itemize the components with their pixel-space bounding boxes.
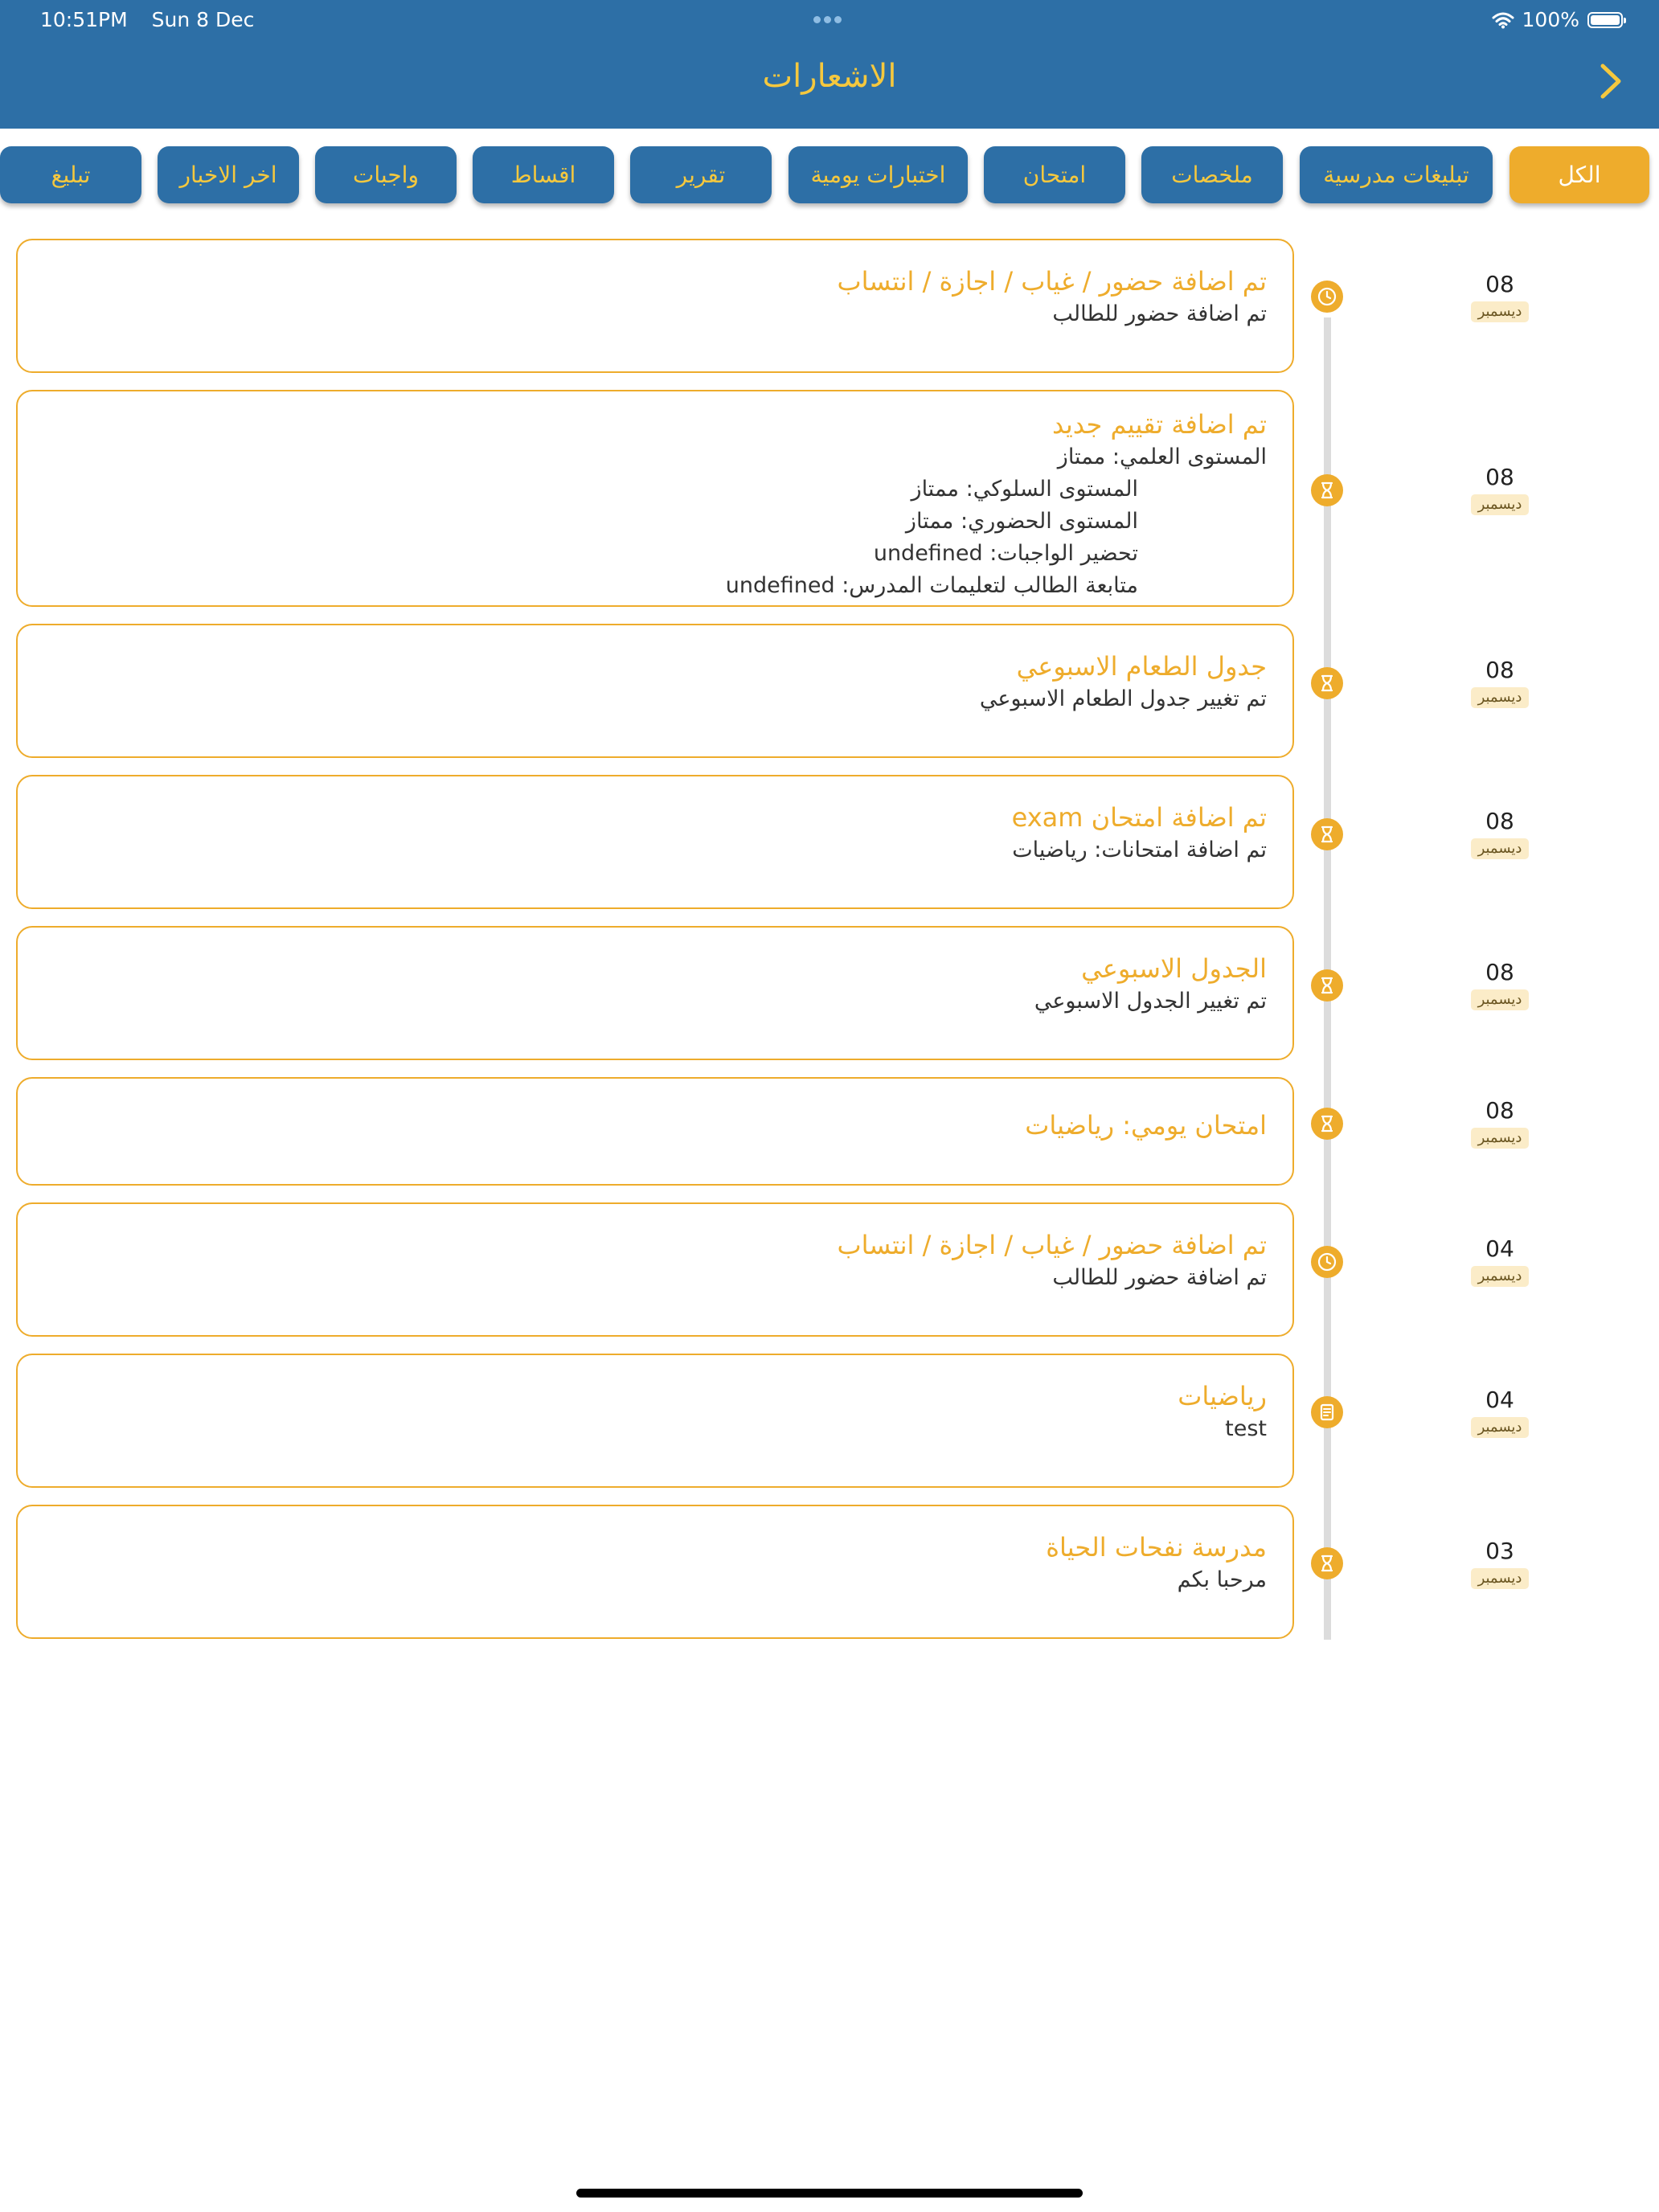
notification-line: المستوى العلمي: ممتاز: [1057, 444, 1267, 469]
notification-line: المستوى السلوكي: ممتاز: [911, 477, 1138, 502]
notification-card[interactable]: [16, 1202, 1294, 1337]
status-bar-right: [1492, 8, 1623, 31]
notification-title: امتحان يومي: رياضيات: [1025, 1110, 1267, 1141]
tab-exam[interactable]: امتحان: [984, 146, 1125, 203]
notification-card[interactable]: [16, 1505, 1294, 1639]
date-month: ديسمبر: [1471, 1417, 1530, 1438]
notification-line: test: [1225, 1416, 1267, 1441]
hourglass-icon: [1311, 818, 1343, 850]
hourglass-icon: [1311, 1108, 1343, 1140]
clock-check-icon: [1311, 281, 1343, 313]
nav-header: [0, 0, 1659, 129]
notification-title: جدول الطعام الاسبوعي: [1016, 651, 1267, 682]
notification-card[interactable]: [16, 239, 1294, 373]
wifi-icon: [1492, 11, 1514, 29]
notification-card[interactable]: [16, 1077, 1294, 1186]
tab-report[interactable]: تقرير: [630, 146, 772, 203]
document-icon: [1311, 1396, 1343, 1428]
hourglass-icon: [1311, 1547, 1343, 1579]
home-indicator[interactable]: [576, 2189, 1083, 2198]
notification-line: تم اضافة حضور للطالب: [1052, 1265, 1267, 1290]
notification-date: [1462, 959, 1538, 1010]
notification-line: مرحبا بكم: [1177, 1567, 1267, 1592]
notification-card[interactable]: [16, 926, 1294, 1060]
notification-line: تم اضافة حضور للطالب: [1052, 301, 1267, 326]
battery-icon: [1587, 12, 1623, 28]
notification-date: [1462, 1387, 1538, 1438]
notification-line: تم اضافة امتحانات: رياضيات: [1012, 838, 1267, 862]
notification-card[interactable]: [16, 390, 1294, 607]
notification-date: [1462, 1235, 1538, 1287]
notification-title: تم اضافة امتحان exam: [1011, 802, 1267, 833]
date-month: ديسمبر: [1471, 1568, 1530, 1589]
date-day: 08: [1485, 464, 1514, 490]
date-month: ديسمبر: [1471, 494, 1530, 515]
notification-date: [1462, 808, 1538, 859]
notification-date: [1462, 1097, 1538, 1149]
chevron-right-icon[interactable]: [1596, 61, 1625, 101]
notification-title: مدرسة نفحات الحياة: [1046, 1532, 1267, 1563]
clock-check-icon: [1311, 1246, 1343, 1278]
notification-date: [1462, 657, 1538, 708]
notification-title: تم اضافة تقييم جديد: [1052, 409, 1267, 440]
notification-date: [1462, 464, 1538, 515]
notification-date: [1462, 271, 1538, 322]
tab-notice[interactable]: تبليغ: [0, 146, 141, 203]
notification-date: [1462, 1538, 1538, 1589]
date-month: ديسمبر: [1471, 838, 1530, 859]
hourglass-icon: [1311, 667, 1343, 699]
status-time: 10:51PM: [40, 8, 128, 31]
notification-line: تم تغيير الجدول الاسبوعي: [1034, 989, 1267, 1014]
notification-line: تحضير الواجبات: undefined: [873, 541, 1138, 566]
date-month: ديسمبر: [1471, 1128, 1530, 1149]
notification-card[interactable]: [16, 1354, 1294, 1488]
tab-all[interactable]: الكل: [1509, 146, 1649, 203]
date-day: 04: [1485, 1235, 1514, 1262]
status-date: Sun 8 Dec: [151, 8, 255, 31]
multitasking-dots-icon[interactable]: [812, 11, 843, 27]
date-day: 03: [1485, 1538, 1514, 1564]
tab-homework[interactable]: واجبات: [315, 146, 457, 203]
notification-line: المستوى الحضوري: ممتاز: [905, 509, 1138, 534]
status-bar-left: [40, 8, 272, 31]
notification-card[interactable]: [16, 775, 1294, 909]
notification-line: متابعة الطالب لتعليمات المدرس: undefined: [725, 573, 1138, 598]
date-day: 08: [1485, 657, 1514, 683]
tab-daily-quizzes[interactable]: اختبارات يومية: [789, 146, 968, 203]
tab-summaries[interactable]: ملخصات: [1141, 146, 1283, 203]
notification-title: رياضيات: [1178, 1381, 1267, 1411]
page-title: الاشعارات: [762, 58, 897, 95]
notification-card[interactable]: [16, 624, 1294, 758]
hourglass-icon: [1311, 969, 1343, 1002]
notification-title: تم اضافة حضور / غياب / اجازة / انتساب: [837, 266, 1267, 297]
date-month: ديسمبر: [1471, 1266, 1530, 1287]
battery-percent: 100%: [1522, 8, 1579, 31]
date-month: ديسمبر: [1471, 301, 1530, 322]
date-day: 04: [1485, 1387, 1514, 1413]
date-day: 08: [1485, 1097, 1514, 1124]
hourglass-icon: [1311, 474, 1343, 506]
date-day: 08: [1485, 271, 1514, 297]
notification-line: تم تغيير جدول الطعام الاسبوعي: [979, 686, 1267, 711]
tab-school-notices[interactable]: تبليغات مدرسية: [1300, 146, 1493, 203]
date-month: ديسمبر: [1471, 687, 1530, 708]
tab-latest-news[interactable]: اخر الاخبار: [158, 146, 299, 203]
date-day: 08: [1485, 959, 1514, 985]
notification-title: الجدول الاسبوعي: [1081, 953, 1267, 984]
notification-title: تم اضافة حضور / غياب / اجازة / انتساب: [837, 1230, 1267, 1260]
tab-installments[interactable]: اقساط: [473, 146, 614, 203]
date-day: 08: [1485, 808, 1514, 834]
date-month: ديسمبر: [1471, 989, 1530, 1010]
